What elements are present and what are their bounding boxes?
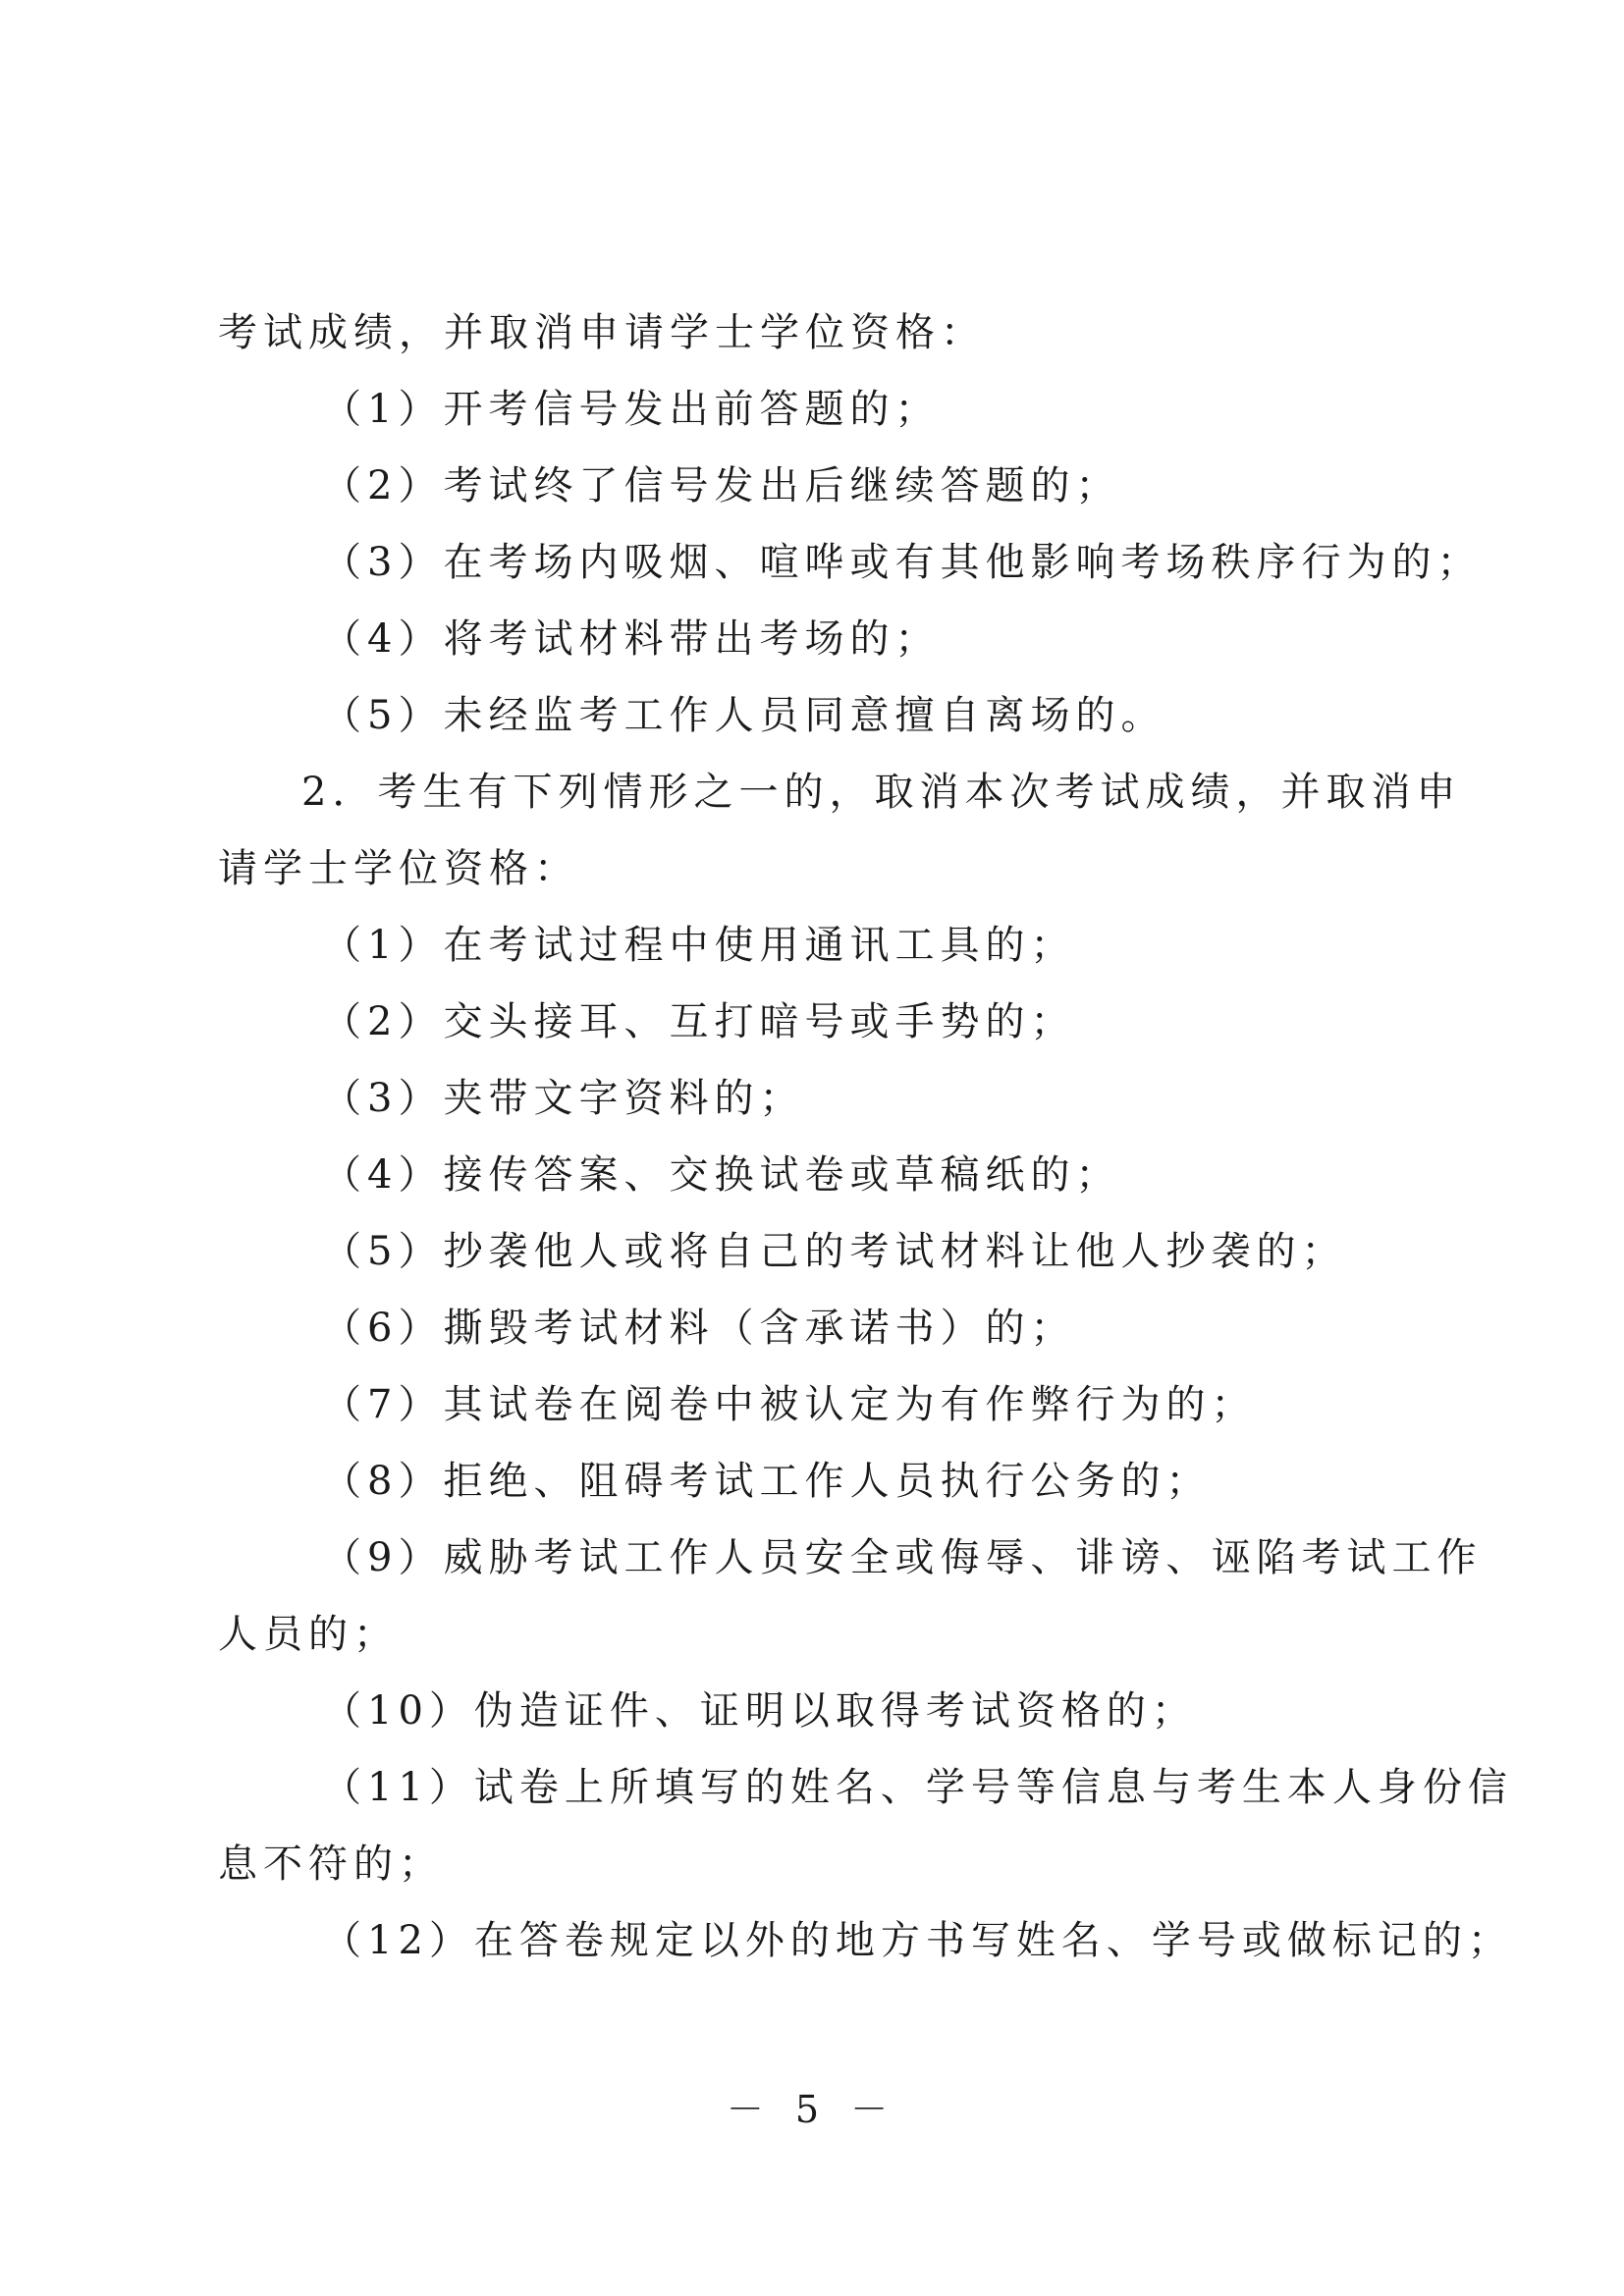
text-line: 息不符的；	[218, 1842, 444, 1887]
list-item: （2）考试终了信号发出后继续答题的；	[322, 463, 1121, 508]
text-line: 请学士学位资格：	[218, 846, 579, 891]
document-body	[218, 294, 1513, 1979]
text-line: 人员的；	[218, 1612, 399, 1657]
list-item: （1）在考试过程中使用通讯工具的；	[322, 923, 1076, 968]
page-number: － 5 －	[726, 2088, 898, 2131]
list-item: （4）将考试材料带出考场的；	[322, 616, 941, 662]
list-item: （4）接传答案、交换试卷或草稿纸的；	[322, 1152, 1121, 1198]
list-item: （1）开考信号发出前答题的；	[322, 387, 941, 432]
list-item: （3）在考场内吸烟、喧哗或有其他影响考场秩序行为的；	[322, 540, 1483, 585]
list-item: （6）撕毁考试材料（含承诺书）的；	[322, 1306, 1076, 1351]
list-item: （2）交头接耳、互打暗号或手势的；	[322, 999, 1076, 1044]
list-item: （5）抄袭他人或将自己的考试材料让他人抄袭的；	[322, 1229, 1347, 1274]
list-item: （10）伪造证件、证明以取得考试资格的；	[322, 1688, 1197, 1734]
list-item: （11）试卷上所填写的姓名、学号等信息与考生本人身份信	[322, 1765, 1513, 1810]
list-item: （12）在答卷规定以外的地方书写姓名、学号或做标记的；	[322, 1918, 1513, 1963]
list-item: （9）威胁考试工作人员安全或侮辱、诽谤、诬陷考试工作	[322, 1535, 1483, 1580]
section-heading-line: 2．考生有下列情形之一的，取消本次考试成绩，并取消申	[301, 770, 1462, 815]
text-line: 考试成绩，并取消申请学士学位资格：	[218, 310, 986, 355]
list-item: （3）夹带文字资料的；	[322, 1076, 805, 1121]
list-item: （7）其试卷在阅卷中被认定为有作弊行为的；	[322, 1382, 1257, 1427]
list-item: （5）未经监考工作人员同意擅自离场的。	[322, 693, 1166, 738]
list-item: （8）拒绝、阻碍考试工作人员执行公务的；	[322, 1459, 1212, 1504]
